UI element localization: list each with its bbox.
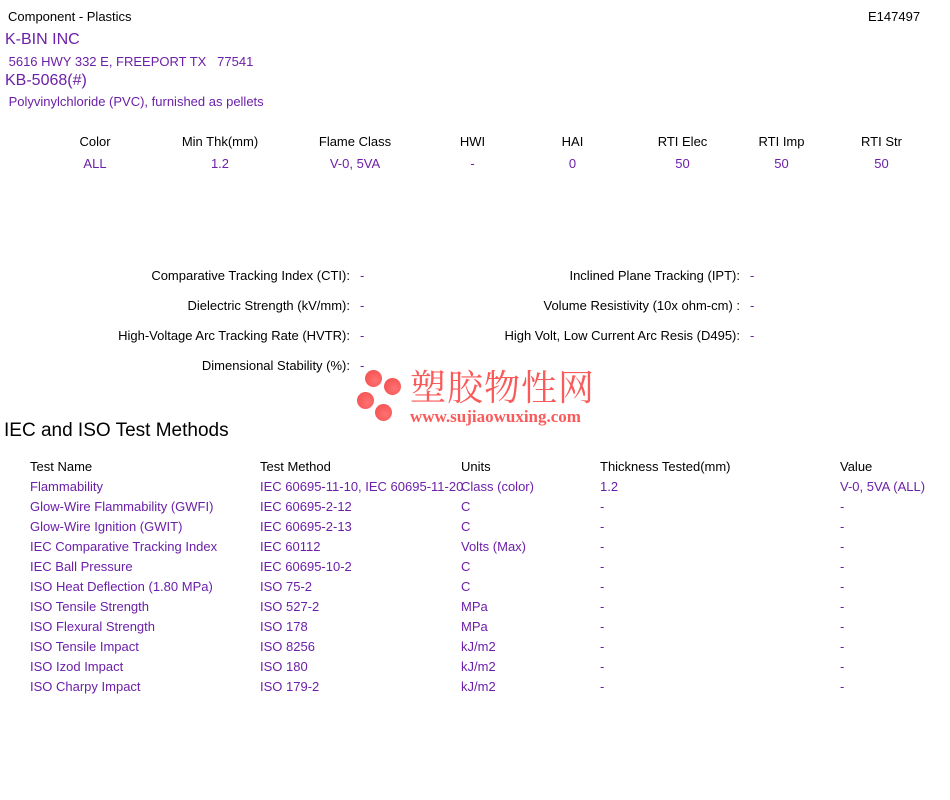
table-cell: -: [840, 679, 845, 694]
watermark-dot-icon: [375, 404, 392, 421]
model-number: KB-5068(#): [5, 72, 87, 89]
ratings-header-cell: HAI: [561, 134, 584, 149]
table-cell: -: [840, 519, 845, 534]
property-row: [390, 298, 790, 313]
table-cell: ISO Flexural Strength: [30, 619, 155, 634]
table-cell: -: [600, 519, 605, 534]
table-row: [30, 599, 950, 619]
property-value: -: [750, 268, 755, 283]
table-row: [30, 679, 950, 699]
ratings-value-cell: V-0, 5VA: [329, 156, 381, 171]
table-cell: -: [600, 659, 605, 674]
table-cell: IEC Ball Pressure: [30, 559, 133, 574]
table-header-cell: Units: [461, 459, 491, 474]
ratings-header-cell: RTI Imp: [758, 134, 805, 149]
table-cell: Volts (Max): [461, 539, 527, 554]
property-value: -: [360, 358, 365, 373]
properties-right: [390, 268, 790, 358]
watermark-dot-icon: [384, 378, 401, 395]
ratings-header-cell: Flame Class: [318, 134, 392, 149]
property-value: -: [750, 298, 755, 313]
ratings-table: [30, 134, 935, 171]
table-cell: C: [461, 499, 471, 514]
doc-type-label: Component - Plastics: [8, 9, 132, 24]
test-methods-table: [30, 459, 950, 699]
table-cell: -: [600, 559, 605, 574]
company-name: K-BIN INC: [5, 31, 80, 48]
ratings-header-cell: RTI Elec: [657, 134, 708, 149]
table-row: [30, 659, 950, 679]
ratings-header-cell: Min Thk(mm): [181, 134, 259, 149]
property-value: -: [750, 328, 755, 343]
test-table-body: [30, 479, 950, 699]
property-label: High-Voltage Arc Tracking Rate (HVTR):: [118, 328, 350, 343]
table-cell: -: [840, 639, 845, 654]
table-cell: -: [840, 619, 845, 634]
table-cell: IEC 60695-2-13: [260, 519, 352, 534]
table-cell: ISO 179-2: [260, 679, 320, 694]
table-cell: Flammability: [30, 479, 103, 494]
table-cell: IEC 60695-10-2: [260, 559, 352, 574]
watermark-dot-icon: [365, 370, 382, 387]
property-row: [0, 328, 390, 343]
table-cell: ISO Tensile Strength: [30, 599, 149, 614]
table-row: [30, 499, 950, 519]
ratings-header-cell: RTI Str: [861, 134, 902, 149]
table-cell: V-0, 5VA (ALL): [840, 479, 926, 494]
property-label: Dielectric Strength (kV/mm):: [187, 298, 350, 313]
table-cell: -: [600, 679, 605, 694]
section-title: IEC and ISO Test Methods: [4, 420, 229, 441]
property-row: [0, 268, 390, 283]
table-cell: ISO Izod Impact: [30, 659, 124, 674]
table-cell: kJ/m2: [461, 639, 496, 654]
table-row: [30, 479, 950, 499]
table-cell: C: [461, 559, 471, 574]
table-row: [30, 519, 950, 539]
table-cell: ISO 178: [260, 619, 308, 634]
property-label: Inclined Plane Tracking (IPT):: [569, 268, 740, 283]
property-value: -: [360, 328, 365, 343]
property-row: [390, 268, 790, 283]
table-cell: C: [461, 579, 471, 594]
table-cell: -: [600, 639, 605, 654]
table-cell: ISO 8256: [260, 639, 315, 654]
table-row: [30, 579, 950, 599]
table-cell: C: [461, 519, 471, 534]
ratings-header-cell: HWI: [459, 134, 486, 149]
watermark-dot-icon: [357, 392, 374, 409]
ratings-value-cell: 0: [568, 156, 577, 171]
properties-left: [0, 268, 390, 388]
table-cell: -: [840, 499, 845, 514]
table-cell: -: [600, 539, 605, 554]
table-cell: IEC 60112: [260, 539, 321, 554]
table-cell: ISO Charpy Impact: [30, 679, 141, 694]
table-row: [30, 559, 950, 579]
ratings-value-cell: -: [470, 156, 475, 171]
table-cell: -: [600, 499, 605, 514]
table-cell: kJ/m2: [461, 679, 496, 694]
table-cell: IEC 60695-2-12: [260, 499, 352, 514]
property-label: High Volt, Low Current Arc Resis (D495):: [504, 328, 740, 343]
table-cell: Glow-Wire Ignition (GWIT): [30, 519, 183, 534]
table-cell: ISO Heat Deflection (1.80 MPa): [30, 579, 213, 594]
test-table-header: [30, 459, 950, 479]
company-address: 5616 HWY 332 E, FREEPORT TX 77541: [5, 54, 254, 69]
property-label: Volume Resistivity (10x ohm-cm) :: [543, 298, 740, 313]
table-cell: IEC 60695-11-10, IEC 60695-11-20: [260, 479, 464, 494]
ratings-value-cell: ALL: [83, 156, 107, 171]
table-cell: Class (color): [461, 479, 534, 494]
ratings-header-row: [30, 134, 935, 149]
ratings-header-cell: Color: [79, 134, 111, 149]
ratings-value-cell: 50: [874, 156, 889, 171]
ratings-value-row: [30, 156, 935, 171]
property-value: -: [360, 298, 365, 313]
table-header-cell: Test Name: [30, 459, 93, 474]
table-cell: -: [600, 579, 605, 594]
table-cell: ISO 527-2: [260, 599, 320, 614]
table-header-cell: Test Method: [260, 459, 331, 474]
watermark-cn-text: 塑胶物性网: [410, 367, 596, 408]
table-cell: -: [840, 659, 845, 674]
table-cell: -: [840, 599, 845, 614]
table-cell: kJ/m2: [461, 659, 496, 674]
table-cell: Glow-Wire Flammability (GWFI): [30, 499, 214, 514]
watermark-url: www.sujiaowuxing.com: [410, 407, 581, 426]
ratings-value-cell: 1.2: [210, 156, 230, 171]
property-label: Dimensional Stability (%):: [201, 358, 350, 373]
table-cell: ISO 180: [260, 659, 308, 674]
table-cell: MPa: [461, 599, 488, 614]
table-cell: -: [600, 599, 605, 614]
property-row: [0, 298, 390, 313]
table-row: [30, 619, 950, 639]
table-cell: MPa: [461, 619, 488, 634]
table-cell: -: [600, 619, 605, 634]
table-row: [30, 639, 950, 659]
table-cell: ISO 75-2: [260, 579, 313, 594]
table-cell: 1.2: [600, 479, 619, 494]
ratings-value-cell: 50: [675, 156, 690, 171]
table-cell: IEC Comparative Tracking Index: [30, 539, 218, 554]
table-cell: -: [840, 579, 845, 594]
ratings-value-cell: 50: [774, 156, 789, 171]
table-cell: -: [840, 559, 845, 574]
table-cell: ISO Tensile Impact: [30, 639, 139, 654]
table-row: [30, 539, 950, 559]
property-row: [0, 358, 390, 373]
property-value: -: [360, 268, 365, 283]
file-number: E147497: [868, 9, 921, 24]
table-header-cell: Value: [840, 459, 873, 474]
material-description: Polyvinylchloride (PVC), furnished as pellets: [5, 94, 264, 109]
property-label: Comparative Tracking Index (CTI):: [151, 268, 350, 283]
table-header-cell: Thickness Tested(mm): [600, 459, 731, 474]
property-row: [390, 328, 790, 343]
table-cell: -: [840, 539, 845, 554]
